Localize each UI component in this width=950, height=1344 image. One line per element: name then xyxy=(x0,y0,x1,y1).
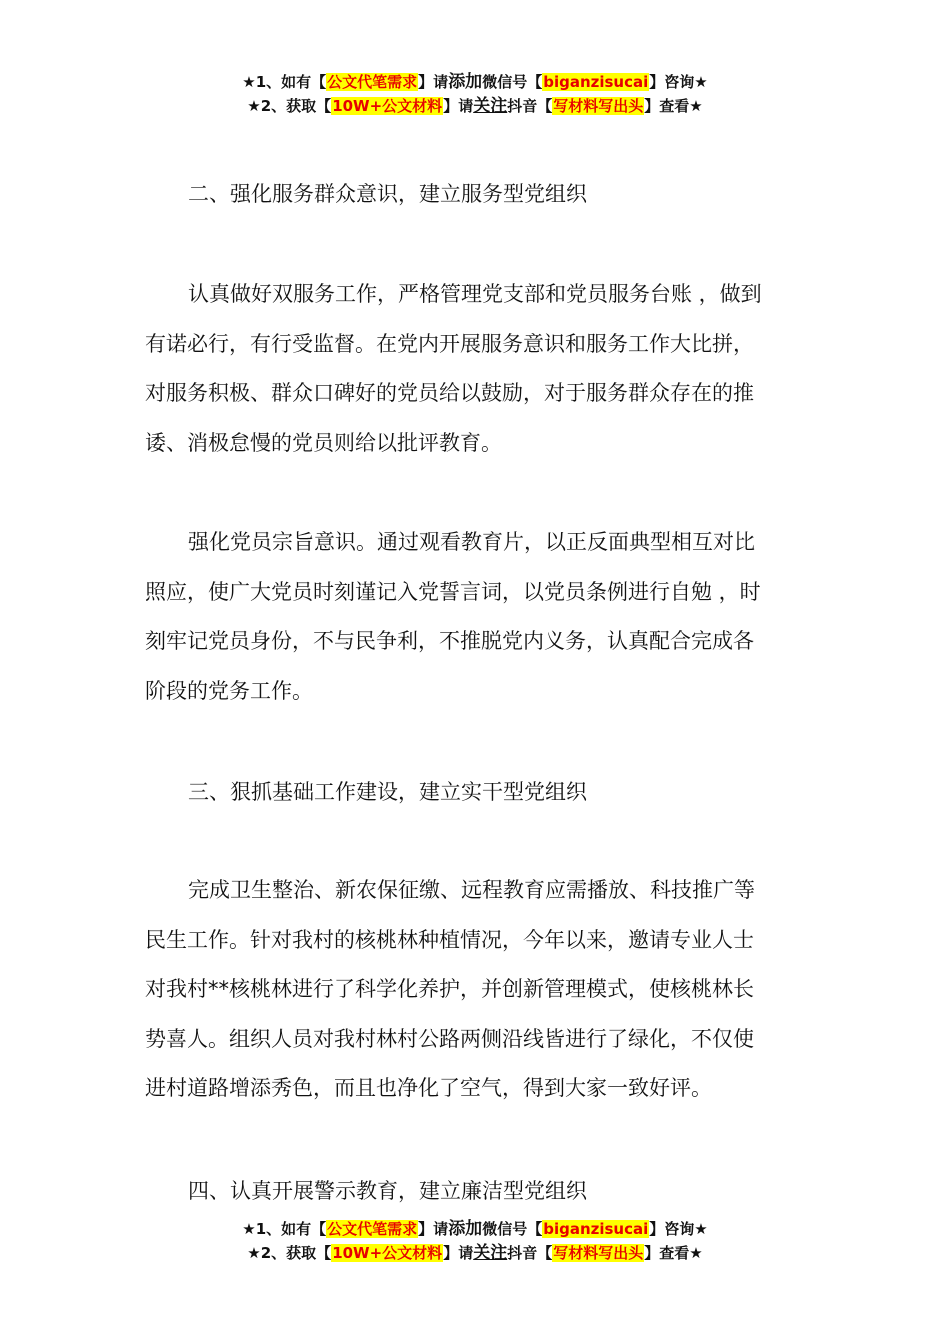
banner-line-2 xyxy=(0,1241,950,1265)
emphasis-text: 添加 xyxy=(448,72,483,92)
emphasis-text: 添加 xyxy=(448,1219,483,1239)
banner-text: 】查看★ xyxy=(644,1244,703,1262)
banner-text: 】请 xyxy=(418,1220,449,1238)
banner-line-1 xyxy=(0,70,950,94)
douyin-account: 写材料写出头 xyxy=(553,1244,644,1262)
paragraph-line: 民生工作。针对我村的核桃林种植情况，今年以来，邀请专业人士 xyxy=(145,927,754,952)
banner-text: ★2、获取【 xyxy=(247,1244,332,1262)
top-banner xyxy=(0,70,950,118)
paragraph-line: 照应，使广大党员时刻谨记入党誓言词，以党员条例进行自勉 ，时 xyxy=(145,579,761,604)
paragraph-line: 对服务积极、群众口碑好的党员给以鼓励，对于服务群众存在的推 xyxy=(145,381,754,406)
banner-text: 微信号【 xyxy=(482,73,543,91)
section-heading-4: 四、认真开展警示教育，建立廉洁型党组织 xyxy=(188,1179,587,1203)
wechat-id: biganzisucai xyxy=(543,1220,649,1238)
highlight-text: 10W+公文材料 xyxy=(332,1244,443,1262)
banner-text: ★1、如有【 xyxy=(242,1220,327,1238)
banner-line-1 xyxy=(0,1217,950,1241)
highlight-text: 公文代笔需求 xyxy=(327,73,418,91)
wechat-id: biganzisucai xyxy=(543,73,649,91)
banner-text: 】咨询★ xyxy=(649,1220,708,1238)
highlight-text: 10W+公文材料 xyxy=(332,97,443,115)
banner-text: 微信号【 xyxy=(482,1220,543,1238)
paragraph-line: 对我村**核桃林进行了科学化养护，并创新管理模式，使核桃林长 xyxy=(145,977,754,1002)
paragraph-line: 势喜人。组织人员对我村林村公路两侧沿线皆进行了绿化，不仅使 xyxy=(145,1026,754,1051)
paragraph-line: 刻牢记党员身份，不与民争利，不推脱党内义务，认真配合完成各 xyxy=(145,629,754,654)
emphasis-text: 关注 xyxy=(473,96,508,116)
banner-text: ★1、如有【 xyxy=(242,73,327,91)
banner-text: 】请 xyxy=(443,97,474,115)
banner-text: 】请 xyxy=(418,73,449,91)
highlight-text: 公文代笔需求 xyxy=(327,1220,418,1238)
douyin-account: 写材料写出头 xyxy=(553,97,644,115)
bottom-banner xyxy=(0,1217,950,1265)
emphasis-text: 关注 xyxy=(473,1243,508,1263)
banner-text: 】查看★ xyxy=(644,97,703,115)
paragraph-3 xyxy=(145,866,807,1114)
banner-text: 】咨询★ xyxy=(649,73,708,91)
paragraph-line: 认真做好双服务工作，严格管理党支部和党员服务台账 ，做到 xyxy=(188,282,762,306)
section-heading-2: 二、强化服务群众意识，建立服务型党组织 xyxy=(188,182,587,206)
paragraph-2 xyxy=(145,518,807,716)
banner-text: 抖音【 xyxy=(507,1244,553,1262)
paragraph-line: 诿、消极怠慢的党员则给以批评教育。 xyxy=(145,430,502,455)
section-heading-3: 三、狠抓基础工作建设，建立实干型党组织 xyxy=(188,780,587,804)
banner-line-2 xyxy=(0,94,950,118)
paragraph-line: 进村道路增添秀色，而且也净化了空气，得到大家一致好评。 xyxy=(145,1076,712,1101)
banner-text: 抖音【 xyxy=(507,97,553,115)
banner-text: 】请 xyxy=(443,1244,474,1262)
banner-text: ★2、获取【 xyxy=(247,97,332,115)
paragraph-line: 完成卫生整治、新农保征缴、远程教育应需播放、科技推广等 xyxy=(188,878,755,902)
paragraph-line: 阶段的党务工作。 xyxy=(145,678,313,703)
paragraph-line: 强化党员宗旨意识。通过观看教育片，以正反面典型相互对比 xyxy=(188,530,755,554)
paragraph-1 xyxy=(145,270,807,468)
paragraph-line: 有诺必行，有行受监督。在党内开展服务意识和服务工作大比拼， xyxy=(145,331,754,356)
